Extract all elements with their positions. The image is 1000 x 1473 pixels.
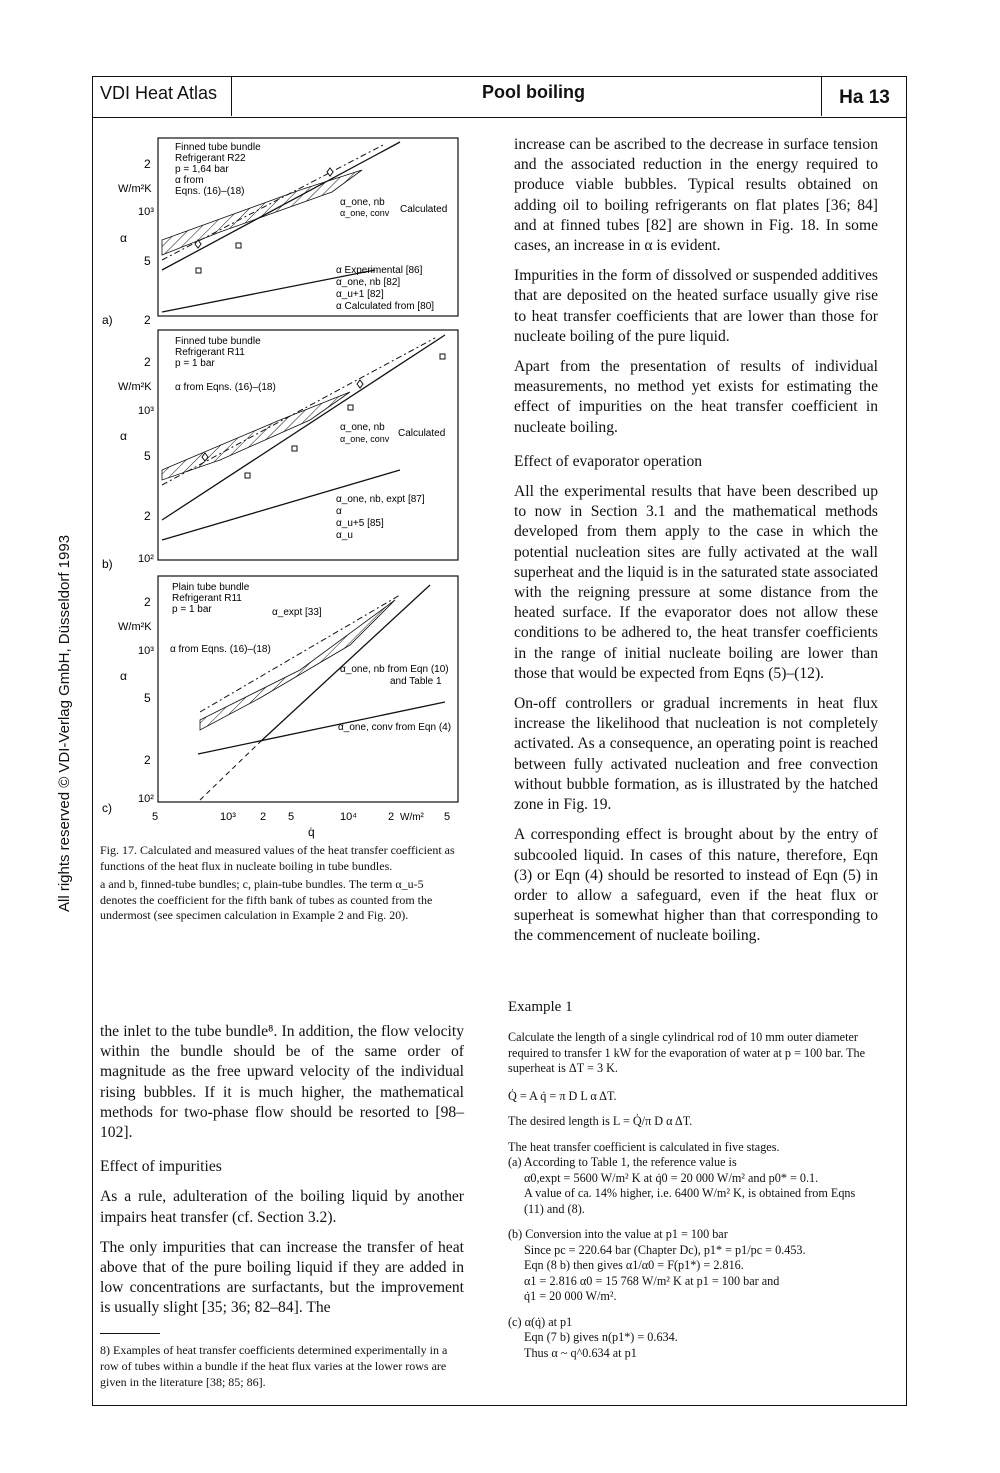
example-b-1: (b) Conversion into the value at p1 = 100 bar: [508, 1227, 728, 1241]
y-symbol-b: α: [120, 429, 127, 443]
example-a-1: (a) According to Table 1, the reference value is: [508, 1155, 737, 1169]
panel-a-title-1: Finned tube bundle: [175, 142, 261, 153]
panel-b-title-1: Finned tube bundle: [175, 336, 261, 347]
right-para-4: All the experimental results that have been described up to now in Section 3.1 and the mathematical methods developed from them apply to the case in which the potential nucleation sites are fully activated at the wall superheat and the liquid is in the saturated state associated with the reigning pressure at some distance from the heated surface. If the evaporator does not allow these conditions to be adhered to, the heat transfer coefficients in the range of initial nucleate boiling are lower than those that would be expected from Eqns (5)–(12).: [514, 483, 878, 682]
panel-b-title-4: α from Eqns. (16)–(18): [175, 382, 276, 393]
ytick-1000-c: 10³: [138, 645, 154, 657]
y-unit-c: W/m²K: [118, 621, 152, 633]
panel-a-calc-nb: α_one, nb: [340, 197, 385, 208]
y-unit-a: W/m²K: [118, 183, 152, 195]
panel-c-title-1: Plain tube bundle: [172, 582, 250, 593]
figure-caption: [100, 843, 460, 927]
panel-a-letter: a): [102, 313, 113, 327]
heading-impurities: Effect of impurities: [100, 1158, 222, 1176]
heading-evaporator-operation: Effect of evaporator operation: [514, 452, 703, 470]
left-column-body: [100, 1022, 464, 1329]
xtick-7: 5: [444, 811, 451, 823]
example-c-2: Eqn (7 b) gives n(p1*) = 0.634.: [524, 1330, 678, 1344]
footnote: 8) Examples of heat transfer coefficients determined experimentally in a row of tubes within a bundle if the heat flux varies at the lower rows are given in the literature [38; 85; 86].: [100, 1343, 448, 1389]
ytick-2-a-bottom: 2: [144, 313, 151, 327]
example-a-3: A value of ca. 14% higher, i.e. 6400 W/m² K, is obtained from Eqns (11) and (8).: [524, 1186, 856, 1216]
panel-b-legend-1: α_one, nb, expt [87]: [336, 494, 425, 505]
ytick-5-a: 5: [144, 254, 151, 268]
example-c-3: Thus α ~ q^0.634 at p1: [524, 1345, 637, 1360]
right-para-2: Impurities in the form of dissolved or suspended additives that are deposited on the heated surface usually give rise to heat transfer coefficients that are lower than those for nucleate boiling of the pure liquid.: [514, 267, 878, 345]
ytick-2-a: 2: [144, 157, 151, 171]
ytick-1000-b: 10³: [138, 405, 154, 417]
example-b-2: Since pc = 220.64 bar (Chapter Dc), p1* = p1/pc = 0.453.: [524, 1242, 806, 1257]
y-unit-b: W/m²K: [118, 381, 152, 393]
ytick-2-c-lower: 2: [144, 753, 151, 767]
xtick-6: 2: [388, 811, 395, 823]
panel-b-legend-3: α_u+5 [85]: [336, 518, 384, 529]
panel-a-title-3: p = 1,64 bar: [175, 164, 229, 175]
xtick-3: 2: [260, 811, 267, 823]
ytick-2-b: 2: [144, 355, 151, 369]
ytick-5-c: 5: [144, 691, 151, 705]
example-b-3: Eqn (8 b) then gives α1/α0 = F(p1*) = 2.816.: [524, 1258, 744, 1272]
caption-para-2: a and b, finned-tube bundles; c, plain-tube bundles. The term α_u-5 denotes the coefficient for the fifth bank of tubes as counted from the undermost (see specimen calculation in Example 2 and Fig. 20).: [100, 877, 433, 922]
example-eq-2: The desired length is L = Q̇/π D α ΔT.: [508, 1114, 693, 1128]
panel-a-title-4: α from: [175, 175, 204, 186]
panel-b-legend-2: α: [336, 506, 342, 517]
ytick-100-b: 10²: [138, 553, 154, 565]
panel-a-title-5: Eqns. (16)–(18): [175, 186, 245, 197]
example-intro: Calculate the length of a single cylindrical rod of 10 mm outer diameter required to transfer 1 kW for the evaporation of water at p = 100 bar. The superheat is ΔT = 3 K.: [508, 1030, 866, 1075]
ytick-1000-a: 10³: [138, 206, 154, 218]
caption-para-1: Fig. 17. Calculated and measured values of the heat transfer coefficient as functions of the heat flux in nucleate boiling in tube bundles.: [100, 843, 455, 873]
example-title: Example 1: [508, 999, 573, 1015]
panel-b-letter: b): [102, 557, 113, 571]
right-para-6: A corresponding effect is brought about by the entry of subcooled liquid. In cases of this nature, therefore, Eqn (3) or Eqn (4) should be resorted to instead of Eqn (5) in order to allow a safeguard, even if the heat flux or superheat is somewhat higher than that corresponding to the commencement of nucleate boiling.: [514, 826, 878, 945]
right-para-1: increase can be ascribed to the decrease in surface tension and the associated reduction in the energy required to produce viable bubbles. Typical results obtained on adding oil to boiling refrigerants on flat plates [36; 84] and at finned tubes [82] are shown in Fig. 18. In some cases, an increase in α is evident.: [514, 136, 878, 255]
ytick-100-c: 10²: [138, 793, 154, 805]
panel-c-letter: c): [102, 801, 112, 815]
xtick-5: 10⁴: [340, 811, 357, 823]
panel-c-nb-label-1: α_one, nb from Eqn (10): [340, 664, 449, 675]
header-book-title: VDI Heat Atlas: [92, 76, 232, 116]
example-stages: The heat transfer coefficient is calculated in five stages.: [508, 1139, 780, 1154]
panel-a-calc-label: Calculated: [400, 204, 448, 215]
panel-b-legend-4: α_u: [336, 530, 353, 541]
panel-a-legend-4: α Calculated from [80]: [336, 301, 435, 312]
x-unit: W/m²: [400, 812, 424, 823]
ytick-2-c: 2: [144, 595, 151, 609]
figure-17: [100, 130, 470, 840]
panel-b-title-3: p = 1 bar: [175, 358, 215, 369]
right-column-body: [514, 135, 878, 957]
panel-a-calc-conv: α_one, conv: [340, 208, 390, 218]
panel-c: [102, 576, 458, 839]
panel-b-calc-conv: α_one, conv: [340, 434, 390, 444]
panel-c-expt-label: α_expt [33]: [272, 607, 322, 618]
example-b-5: q̇1 = 20 000 W/m².: [524, 1289, 617, 1303]
panel-c-title-4: α from Eqns. (16)–(18): [170, 644, 271, 655]
footnote-rule: [100, 1333, 160, 1334]
y-symbol-a: α: [120, 231, 127, 245]
panel-c-nb-label-2: and Table 1: [390, 676, 442, 687]
panel-c-title-2: Refrigerant R11: [172, 593, 242, 604]
panel-b: [102, 330, 458, 571]
example-eq-1: Q̇ = A q̇ = π D L α ΔT.: [508, 1088, 617, 1103]
example-c-1: (c) α(q̇) at p1: [508, 1314, 573, 1329]
xtick-2: 10³: [220, 811, 236, 823]
header-chapter-title: Pool boiling: [482, 82, 585, 102]
right-para-5: On-off controllers or gradual increments in heat flux increase the likelihood that nucleation is not completely activated. As a consequence, an operating point is reached between fully activated nucleation and free convection without bubble formation, as is illustrated by the hatched zone in Fig. 19.: [514, 695, 878, 814]
ytick-5-b: 5: [144, 449, 151, 463]
panel-c-conv-label: α_one, conv from Eqn (4): [338, 722, 452, 733]
right-para-3: Apart from the presentation of results of individual measurements, no method yet exists for estimating the effect of impurities on the heat transfer coefficient in nucleate boiling.: [514, 358, 878, 436]
panel-c-title-3: p = 1 bar: [172, 604, 212, 615]
ytick-2-b-lower: 2: [144, 509, 151, 523]
xtick-4: 5: [288, 811, 295, 823]
panel-a-legend-2: α_one, nb [82]: [336, 277, 401, 288]
example-body: [508, 1030, 878, 1361]
left-para-3: The only impurities that can increase the transfer of heat above that of the pure boiling liquid if they are added in low concentrations are surfactants, but the improvement is usually slight [35; 36; 82–84]. The: [100, 1238, 464, 1317]
panel-c-extrapolation: [200, 742, 260, 800]
example-a-2: α0,expt = 5600 W/m² K at q̇0 = 20 000 W/m² and p0* = 0.1.: [524, 1170, 819, 1185]
panel-a-legend-3: α_u+1 [82]: [336, 289, 384, 300]
xtick-1: 5: [152, 811, 159, 823]
y-symbol-c: α: [120, 669, 127, 683]
left-para-1: the inlet to the tube bundle⁸. In addition, the flow velocity within the bundle should be of the same order of magnitude as the free upward velocity of the individual rising bubbles. If it is much higher, the mathematical methods for two-phase flow should be resorted to [98–102].: [100, 1023, 464, 1142]
panel-b-conv-line: [162, 470, 400, 540]
header-section-code: Ha 13: [821, 76, 907, 116]
panel-a-legend-1: α Experimental [86]: [336, 265, 423, 276]
panel-b-hatched-zone: [162, 392, 350, 480]
x-symbol: q̇: [308, 825, 315, 839]
page-header: [92, 76, 907, 118]
example-b-4: α1 = 2.816 α0 = 15 768 W/m² K at p1 = 100 bar and: [524, 1273, 780, 1288]
panel-b-calc-label: Calculated: [398, 428, 446, 439]
panel-b-title-2: Refrigerant R11: [175, 347, 245, 358]
left-para-2: As a rule, adulteration of the boiling liquid by another impairs heat transfer (cf. Section 3.2).: [100, 1188, 464, 1226]
panel-b-calc-nb: α_one, nb: [340, 422, 385, 433]
copyright-side-note: All rights reserved © VDI-Verlag GmbH, Düsseldorf 1993: [56, 534, 73, 912]
panel-a-title-2: Refrigerant R22: [175, 153, 246, 164]
panel-a: [102, 138, 458, 327]
